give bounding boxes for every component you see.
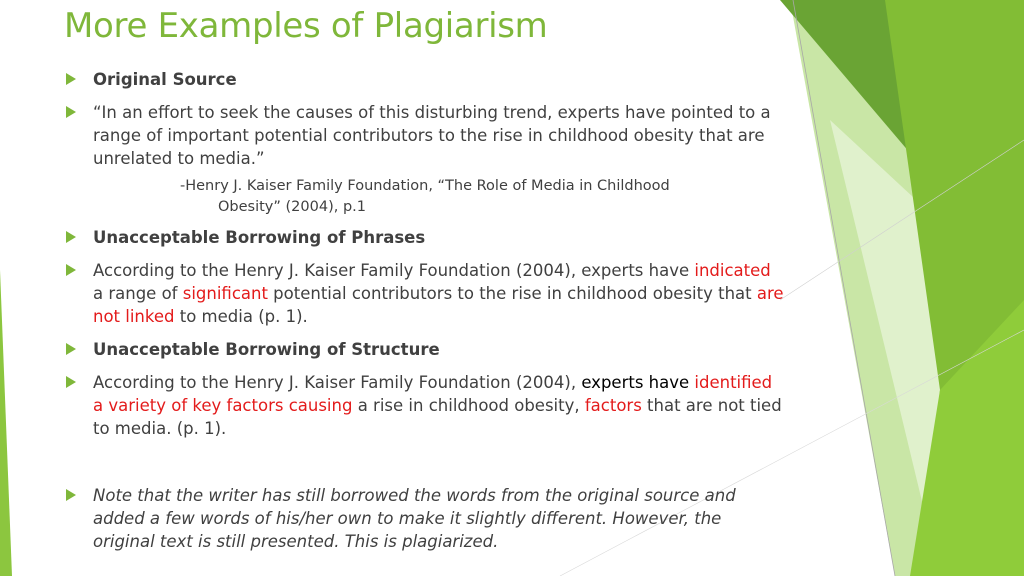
- slide-content: [66, 68, 786, 563]
- citation: [66, 176, 786, 218]
- left-green-wedge: [0, 270, 12, 576]
- structure-text-3: that are not tied to media. (p. 1).: [93, 396, 782, 438]
- phrases-highlight-1: indicated: [694, 261, 771, 280]
- structure-label: Unacceptable Borrowing of Structure: [93, 340, 440, 359]
- structure-text-1: According to the Henry J. Kaiser Family Foundation (2004),: [93, 373, 582, 392]
- spacer: [66, 450, 786, 484]
- bullet-original-source: [66, 68, 786, 91]
- phrases-text-4: to media (p. 1).: [174, 307, 308, 326]
- bullet-arrow-icon: [66, 264, 76, 276]
- structure-highlight-2: factors: [584, 396, 642, 415]
- slide-title: More Examples of Plagiarism: [64, 6, 548, 46]
- bullet-arrow-icon: [66, 489, 76, 501]
- bullet-phrases-example: [66, 259, 786, 328]
- bullet-phrases-heading: [66, 226, 786, 249]
- bullet-arrow-icon: [66, 343, 76, 355]
- phrases-text-3: potential contributors to the rise in childhood obesity that: [267, 284, 757, 303]
- bullet-arrow-icon: [66, 106, 76, 118]
- bullet-arrow-icon: [66, 376, 76, 388]
- citation-line-2: Obesity” (2004), p.1: [218, 199, 366, 215]
- phrases-text-1: According to the Henry J. Kaiser Family Foundation (2004), experts have: [93, 261, 695, 280]
- structure-highlight-1: identified a variety of key factors causing: [93, 373, 773, 415]
- citation-line-1: -Henry J. Kaiser Family Foundation, “The Role of Media in Childhood: [180, 178, 670, 194]
- bullet-structure-example: [66, 371, 786, 440]
- phrases-text-2: a range of: [93, 284, 183, 303]
- bullet-arrow-icon: [66, 73, 76, 85]
- structure-text-2: a rise in childhood obesity,: [352, 396, 585, 415]
- bullet-quote: [66, 101, 786, 170]
- bullet-structure-heading: [66, 338, 786, 361]
- structure-black-1: experts have: [581, 373, 690, 392]
- phrases-highlight-3: are not linked: [93, 284, 784, 326]
- bullet-note: [66, 484, 786, 553]
- original-quote: “In an effort to seek the causes of this disturbing trend, experts have pointed to a range of important potential contributors to the rise in childhood obesity that are unrelated to media.”: [93, 103, 771, 168]
- note-text: Note that the writer has still borrowed the words from the original source and added a few words of his/her own to make it slightly different. However, the original text is still presented. This is plagiarized.: [93, 486, 736, 551]
- bullet-arrow-icon: [66, 231, 76, 243]
- phrases-label: Unacceptable Borrowing of Phrases: [93, 228, 426, 247]
- phrases-highlight-2: significant: [182, 284, 268, 303]
- original-source-label: Original Source: [93, 70, 237, 89]
